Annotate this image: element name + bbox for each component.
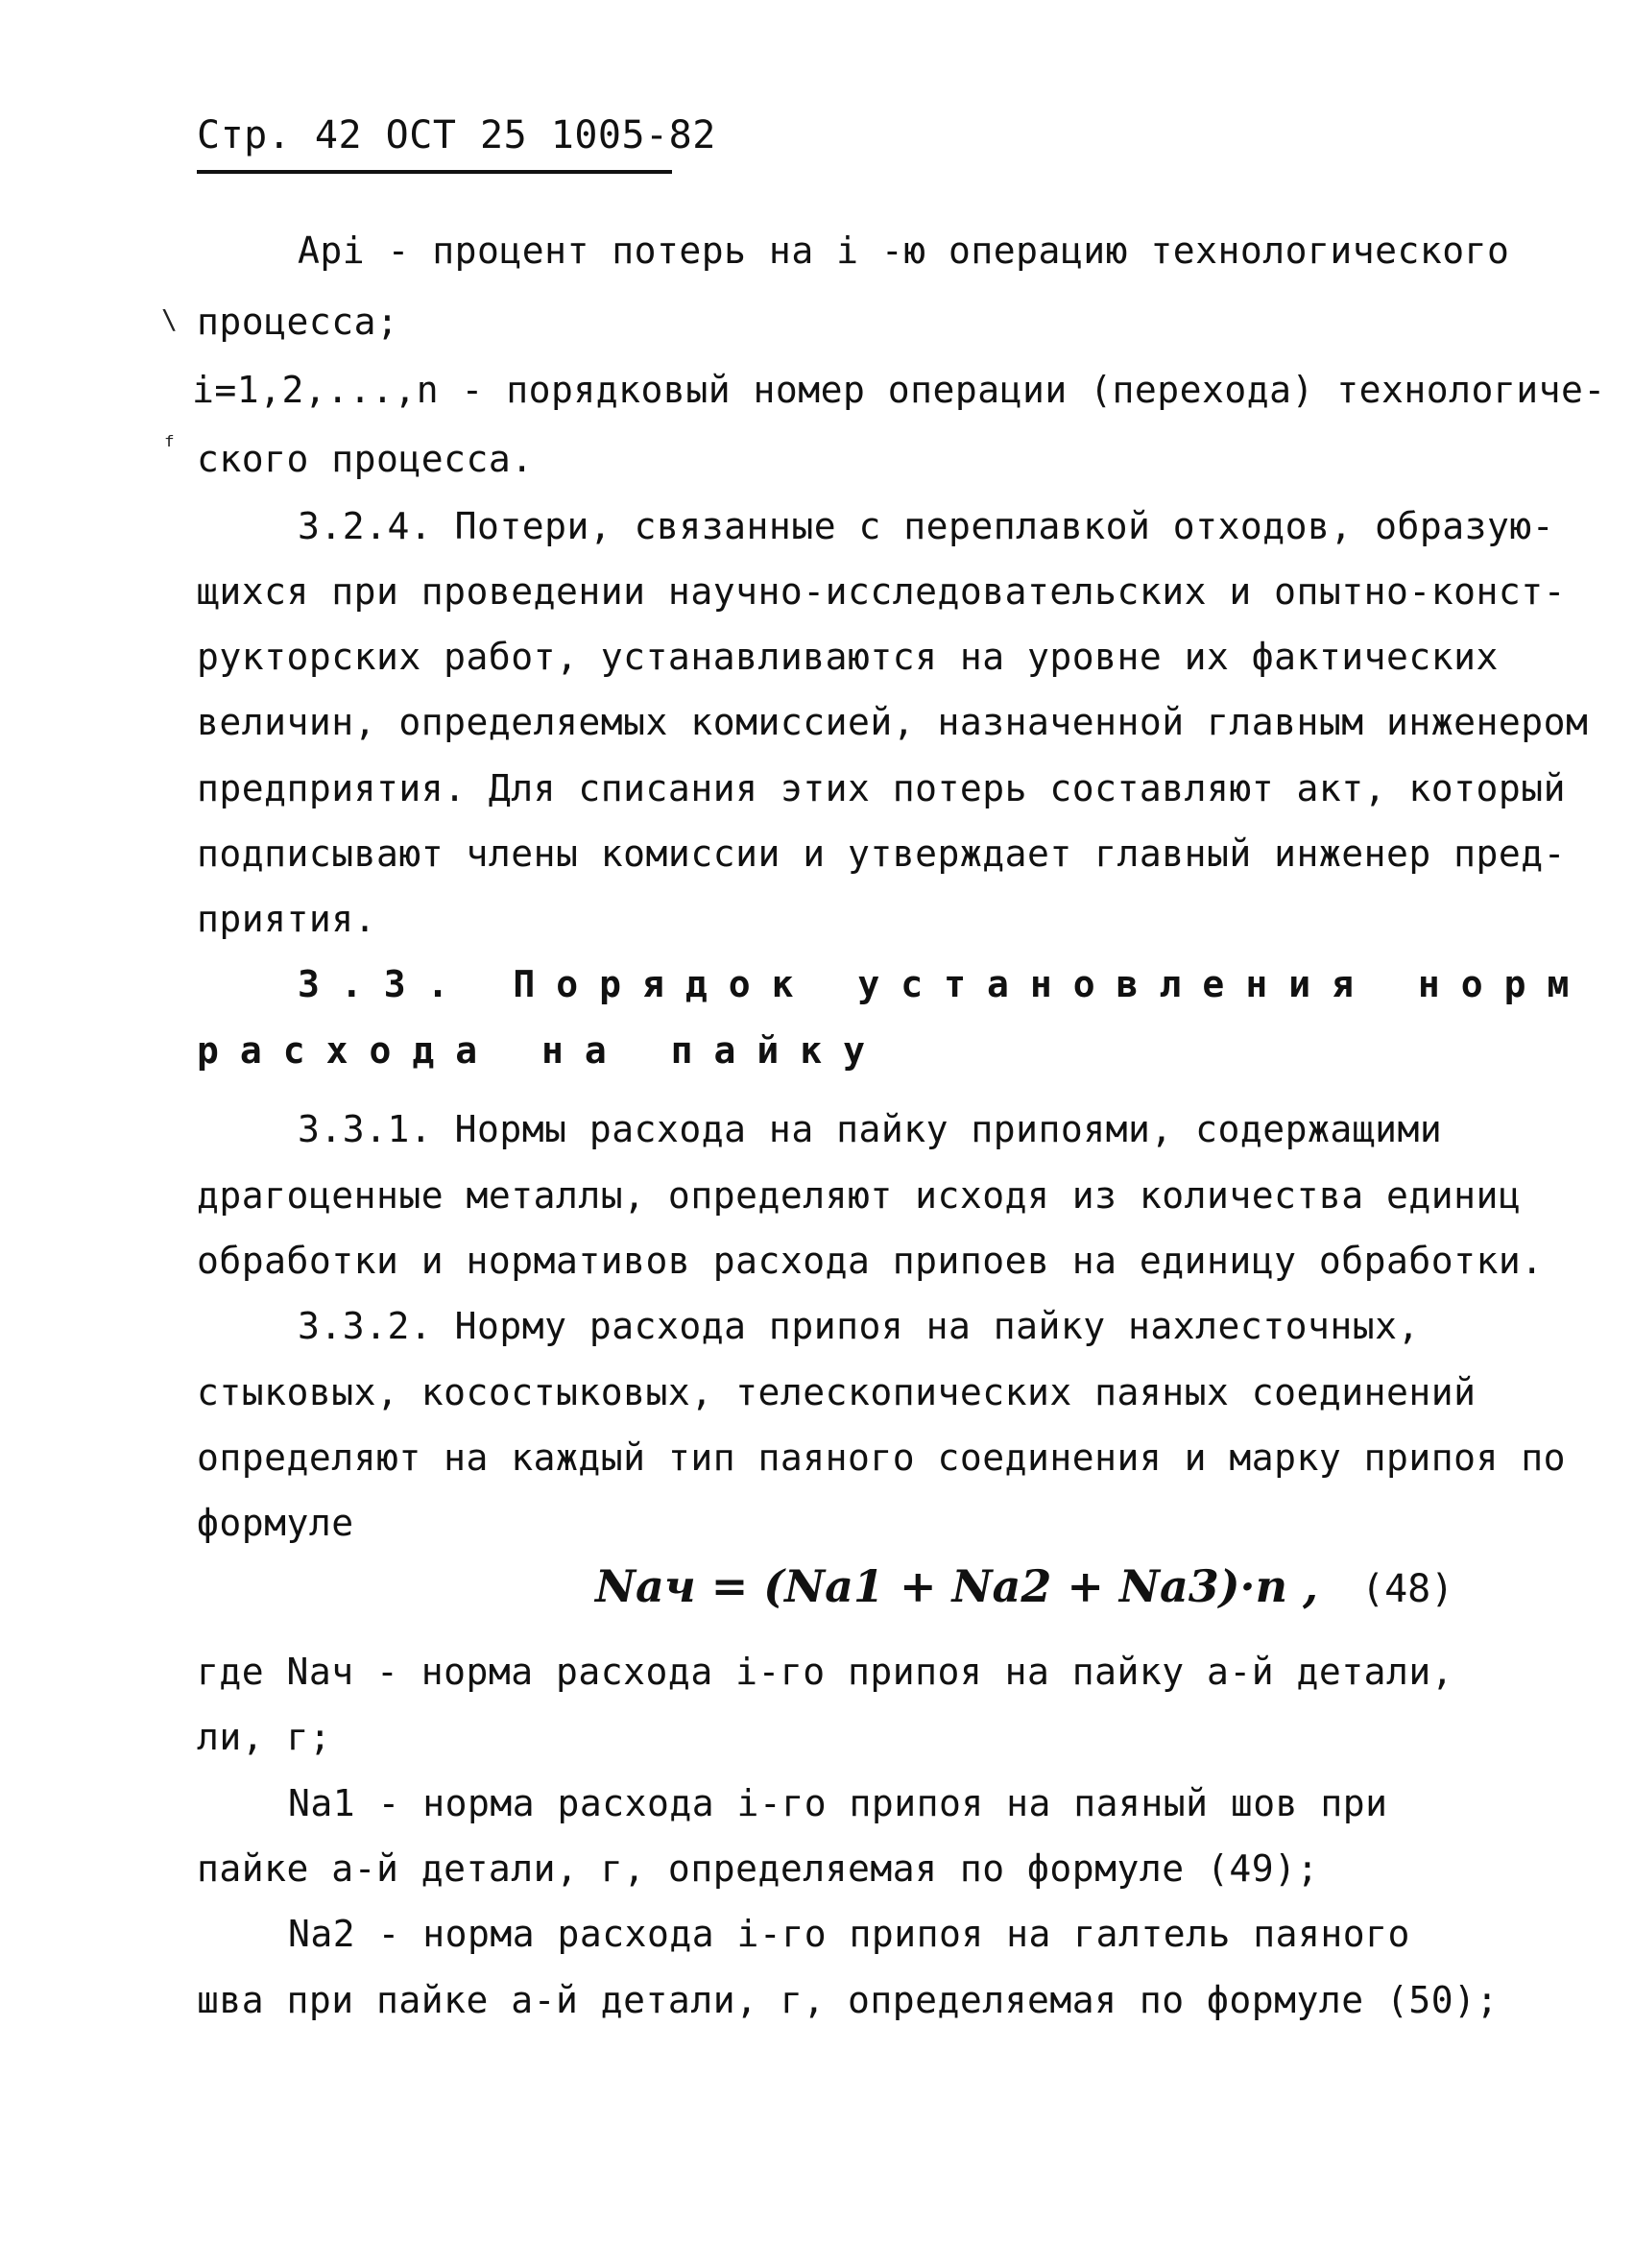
text-line-6: щихся при проведении научно-исследовательских и опытно-конст-: [197, 570, 1567, 613]
text-line-3: i=1,2,...,n - порядковый номер операции (перехода) технологиче-: [192, 369, 1606, 411]
text-line-22: ли, г;: [197, 1716, 332, 1758]
section-heading-line-1: 3.3. Порядок установления норм: [298, 963, 1591, 1005]
section-heading-line-2: расхода на пайку: [197, 1029, 887, 1072]
text-line-20: формуле: [197, 1502, 354, 1544]
text-line-1: Api - процент потерь на i -ю операцию технологического: [298, 229, 1510, 272]
text-line-8: величин, определяемых комиссией, назначенной главным инженером: [197, 701, 1589, 743]
formula-48: Naч = (Na1 + Na2 + Na3)·n ,: [595, 1560, 1319, 1612]
page-header: Стр. 42 ОСТ 25 1005-82: [197, 113, 716, 157]
text-line-4: ского процесса.: [197, 438, 534, 480]
text-line-21: где Naч - норма расхода i-го припоя на пайку a-й детали,: [197, 1651, 1454, 1693]
text-line-11: приятия.: [197, 898, 377, 940]
margin-mark-1: \: [161, 303, 178, 335]
text-line-2: процесса;: [197, 301, 399, 343]
text-line-5: 3.2.4. Потери, связанные с переплавкой отходов, образую-: [298, 505, 1555, 547]
text-line-14: 3.3.1. Нормы расхода на пайку припоями, содержащими: [298, 1108, 1443, 1150]
text-line-18: стыковых, косостыковых, телескопических паяных соединений: [197, 1371, 1477, 1413]
text-line-10: подписывают члены комиссии и утверждает главный инженер пред-: [197, 832, 1567, 875]
margin-mark-2: ᶠ: [161, 430, 178, 462]
text-line-19: определяют на каждый тип паяного соединения и марку припоя по: [197, 1436, 1567, 1479]
text-line-25: Na2 - норма расхода i-го припоя на галтель паяного: [288, 1913, 1410, 1955]
text-line-24: пайке a-й детали, г, определяемая по формуле (49);: [197, 1847, 1319, 1890]
text-line-17: 3.3.2. Норму расхода припоя на пайку нахлесточных,: [298, 1305, 1420, 1347]
text-line-9: предприятия. Для списания этих потерь составляют акт, который: [197, 767, 1567, 809]
text-line-7: рукторских работ, устанавливаются на уровне их фактических: [197, 636, 1499, 678]
text-line-15: драгоценные металлы, определяют исходя из количества единиц: [197, 1174, 1522, 1217]
text-line-26: шва при пайке a-й детали, г, определяемая по формуле (50);: [197, 1979, 1499, 2021]
text-line-16: обработки и нормативов расхода припоев на единицу обработки.: [197, 1240, 1544, 1282]
header-underline: [197, 170, 672, 174]
formula-number: (48): [1361, 1567, 1454, 1611]
text-line-23: Na1 - норма расхода i-го припоя на паяный шов при: [288, 1782, 1388, 1824]
